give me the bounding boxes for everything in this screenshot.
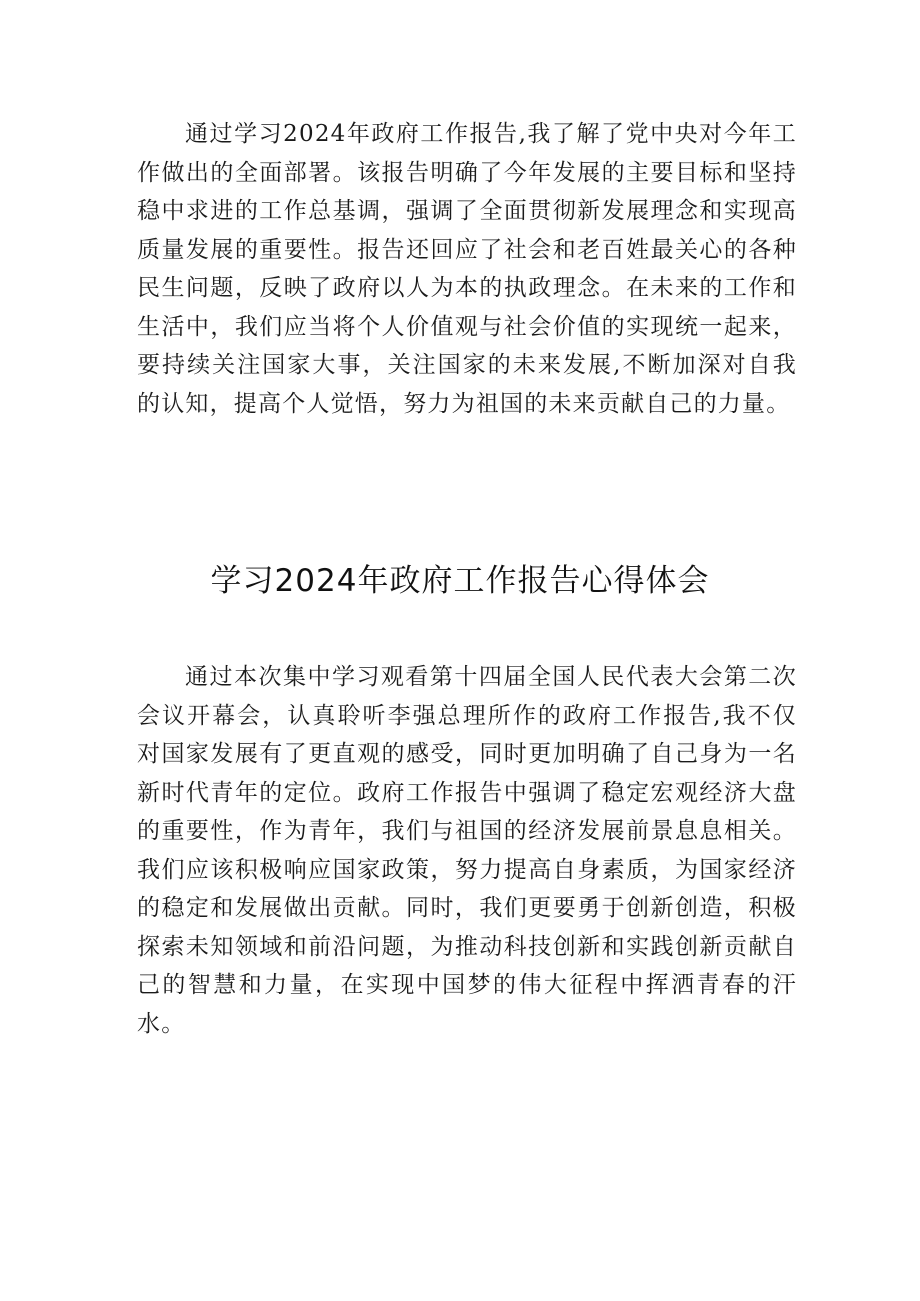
- section-heading: 学习2024年政府工作报告心得体会: [210, 563, 710, 599]
- body-paragraph-2: 通过本次集中学习观看第十四届全国人民代表大会第二次会议开幕会，认真聆听李强总理所作的政府工作报告,我不仅对国家发展有了更直观的感受，同时更加明确了自己身为一名新时代青年的定位。政府工作报告中强调了稳定宏观经济大盘的重要性，作为青年，我们与祖国的经济发展前景息息相关。我们应该积极响应国家政策，努力提高自身素质，为国家经济的稳定和发展做出贡献。同时，我们更要勇于创新创造，积极探索未知领域和前沿问题，为推动科技创新和实践创新贡献自己的智慧和力量，在实现中国梦的伟大征程中挥洒青春的汗水。: [137, 664, 797, 1037]
- body-paragraph-1: 通过学习2024年政府工作报告,我了解了党中央对今年工作做出的全面部署。该报告明确了今年发展的主要目标和坚持稳中求进的工作总基调，强调了全面贯彻新发展理念和实现高质量发展的重要性。报告还回应了社会和老百姓最关心的各种民生问题，反映了政府以人为本的执政理念。在未来的工作和生活中，我们应当将个人价值观与社会价值的实现统一起来，要持续关注国家大事，关注国家的未来发展,不断加深对自我的认知，提高个人觉悟，努力为祖国的未来贡献自己的力量。: [137, 121, 797, 417]
